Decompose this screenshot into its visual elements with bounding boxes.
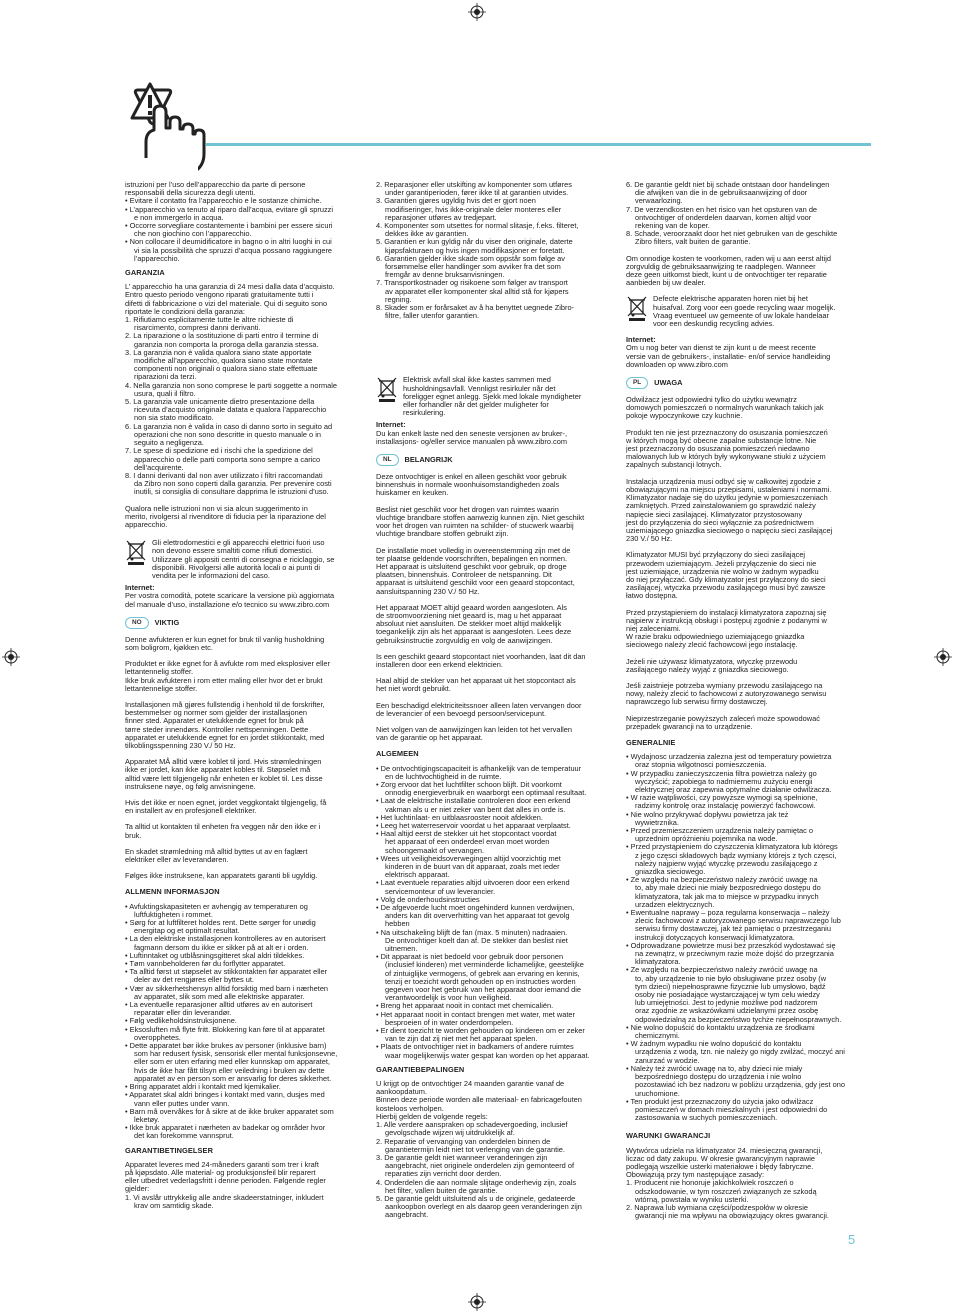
allmenn-list (125, 903, 370, 1141)
paragraph: Is een geschikt geaard stopcontact niet voorhanden, laat dit dan installeren door een erkend elektricien. (376, 651, 586, 669)
list-item: 2. Reparasjoner eller utskifting av komponenter som utføres under garantiperioden, fører ikke til at garantien utvides. (376, 180, 572, 198)
weee-notice (125, 539, 370, 580)
list-item: • L’apparecchio va tenuto al riparo dall’acqua, evitare gli spruzzi e non immergerlo in acqua. (125, 204, 334, 222)
list-item: 4. Nella garanzia non sono comprese le parti soggette a normale usura, quali il filtro. (125, 380, 337, 398)
list-item: • Luftinntaket og utblåsningsgitteret skal aldri tildekkes. (125, 950, 305, 960)
list-item: 5. Garantien er kun gyldig når du viser den originale, daterte kjøpsfakturaen og hvis ingen modifikasjoner er foretatt. (376, 237, 573, 255)
internet-text: Du kan enkelt laste ned den seneste versjonen av bruker-, installasjons- og/eller service manualen på www.zibro.com (376, 428, 568, 446)
paragraph: L’ apparecchio ha una garanzia di 24 mesi dalla data d’acquisto. Entro questo periodo vengono riparati gratuitamente tutti i difetti di fabbricazione o vizi del materiale. Qui di seguito sono riportate le condizioni della garanzia: (125, 282, 335, 316)
warunki-list (626, 1179, 868, 1220)
section-heading: GARANTIBETINGELSER (125, 1145, 214, 1155)
internet-text: Om u nog beter van dienst te zijn kunt u de meest recente versie van de gebruikers-, installatie- en/of service handleiding downloaden op www.zibro.com (626, 343, 831, 369)
list-item: • Laat eventuele reparaties altijd uitvoeren door een erkend servicemonteur of uw leverancier. (376, 878, 570, 896)
paragraph: Jeśli zaistnieje potrzeba wymiany przewodu zasilającego na nowy, należy zlecić to fachowcowi z autoryzowanego serwisu naprawczego lub serwisu firmy dostawczej. (626, 680, 827, 707)
list-item: • Dette apparatet bør ikke brukes av personer (inklusive barn) som har redusert fysisk, sensorisk eller mental funksjonsevne, eller som er uten erfaring med eller kunnskap om apparatet, hvis de ikke har fått tilsyn eller veiledning i bruken av dette apparatet av en person som er ansvarlig for deres sikkerhet. (125, 1041, 338, 1083)
paragraph: Hvis det ikke er noen egnet, jordet veggkontakt tilgjengelig, få en installert av en profesjonell elektriker. (125, 798, 327, 816)
list-item: • Sørg for at luftfilteret holdes rent. Dette sørger for unødig energitap og et optimalt resultat. (125, 918, 316, 936)
registration-mark-icon (468, 3, 486, 21)
paragraph: Niet volgen van de aanwijzingen kan leiden tot het vervallen van de garantie op het apparaat. (376, 724, 572, 743)
list-item: 7. Le spese di spedizione ed i rischi che la spedizione del apparecchio o delle parti comporta sono sempre a carico dell’acquirente. (125, 446, 321, 472)
generalnie-list (626, 753, 868, 1122)
list-item: 5. De garantie geldt uitsluitend als u de originele, gedateerde aankoopbon overlegt en als daarop geen veranderingen zijn aangebracht. (376, 1193, 582, 1220)
paragraph: Odwilżacz jest odpowiedni tylko do użytku wewnątrz domowych pomieszczeń o normalnych warunkach takich jak pokoje wypoczynkowe czy kuchnie. (626, 395, 824, 421)
list-item: • Plaats de ontvochtiger niet in badkamers of andere ruimtes waar mogelijkerwijs water gespat kan worden op het apparaat. (376, 1042, 590, 1060)
internet-label: Internet: (376, 420, 406, 430)
list-item: • W żadnym wypadku nie wolno dopuścić do kontaktu urządzenia z wodą, tzn. nie należy go nigdy zwilżać, moczyć ani zanurzać w wodzie. (626, 1039, 845, 1065)
list-item: 6. De garantie geldt niet bij schade ontstaan door handelingen die afwijken van die in de gebruiksaanwijzing of door verwaarlozing. (626, 180, 830, 206)
list-item: • Barn må overvåkes for å sikre at de ikke bruker apparatet som leketøy. (125, 1106, 334, 1124)
list-item: • Zorg ervoor dat het luchtfilter schoon blijft. Dit voorkomt onnodig energieverbruik en waarborgt een optimaal resultaat. (376, 779, 587, 798)
language-header-pl (626, 377, 868, 389)
page-number: 5 (848, 1232, 856, 1247)
list-item: • Laat de elektrische installatie controleren door een erkend vakman als u er niet zeker van bent dat alles in orde is. (376, 796, 571, 814)
internet-label: Internet: (626, 335, 656, 345)
list-item: istruzioni per l’uso dell’apparecchio da parte di persone responsabili della sicurezza degli utenti. (125, 180, 306, 198)
list-item: • Breng het apparaat nooit in contact met chemicaliën. (376, 1001, 554, 1011)
crossed-out-wheelie-bin-icon (125, 539, 147, 565)
language-badge: NO (125, 617, 149, 629)
language-badge: PL (626, 377, 648, 389)
warning-hand-icon (128, 82, 208, 174)
list-item: 1. Rifiutiamo esplicitamente tutte le altre richieste di risarcimento, compresi danni derivanti. (125, 315, 294, 333)
paragraph: Przed przystąpieniem do instalacji klimatyzatora zapoznaj się najpierw z instrukcją obsługi i postępuj zgodnie z podanymi w niej zaleceniami. W razie braku odpowiedniego uziemiającego gniazdka sieciowego należy zlecić fachowcowi jego instalację. (626, 607, 827, 650)
list-item: • De afgevoerde lucht moet ongehinderd kunnen verdwijnen, anders kan dit oververhitting van het apparaat tot gevolg hebben (376, 903, 575, 929)
list-item: • Følg vedlikeholdsinstruksjonene. (125, 1016, 237, 1026)
paragraph: Wytwórca udziela na klimatyzator 24. miesięczną gwarancji, liczac od daty zakupu. W okresie gwarancyjnym naprawie podlegają wszelkie usterki materiałowe i błędy fabryczne. Obowiązują przy tym następujące zasady: (626, 1145, 823, 1180)
list-item: 1. Vi avslår uttrykkelig alle andre skadeerstatninger, inkludert krav om samtidig skade. (125, 1192, 324, 1210)
list-item: • W razie wątpliwości, czy powyższe wymogi są spełnione, radzimy kontrolę oraz instalację powierzyć fachowcowi. (626, 793, 818, 811)
list-item: • Ikke bruk apparatet i nærheten av badekar og områder hvor det kan forekomme vannsprut. (125, 1123, 326, 1141)
list-item: • Ta alltid først ut støpselet av stikkontakten før apparatet eller deler av det rengjøres eller byttes ut. (125, 967, 328, 985)
algemeen-list (376, 765, 619, 1060)
list-item: • Przed przystąpieniem do czyszczenia klimatyzatora lub któregs z jego częsci składowych bądz wymiany którejs z tych częsci, należy najpierw wyjąć wtyczkę przewodu zasilającego z gniazdka sieciowego. (626, 842, 838, 877)
list-item: 8. I danni derivanti dal non aver utilizzato i filtri raccomandati da Zibro non sono coperti dalla garanzia. Per prevenire costi inutili, si consiglia di consultare dapprima le istruzioni d’uso. (125, 470, 332, 497)
list-item: • La den elektriske installasjonen kontrolleres av en autorisert fagmann dersom du ikke er sikker på at alt er i orden. (125, 934, 326, 952)
list-item: • Wees uit veiligheidsoverwegingen altijd voorzichtig met kinderen in de buurt van dit apparaat, zoals met ieder elektrisch apparaat. (376, 853, 561, 880)
list-item: • De ontvochtigingscapaciteit is afhankelijk van de temperatuur en de luchtvochtigheid in de ruimte. (376, 763, 582, 781)
section-heading: GENERALNIE (626, 737, 676, 747)
list-item: 4. Komponenter som utsettes for normal slitasje, f.eks. filteret, dekkes ikke av garantien. (376, 221, 579, 239)
paragraph: Følges ikke instruksene, kan apparatets garanti bli ugyldig. (125, 871, 318, 881)
crossed-out-wheelie-bin-icon (626, 295, 648, 321)
column-2 (376, 181, 619, 1226)
paragraph: Denne avfukteren er kun egnet for bruk til vanlig husholdning som boligrom, kjøkken etc. (125, 634, 325, 652)
paragraph: Deze ontvochtiger is enkel en alleen geschikt voor gebruik binnenshuis in normale woonhuisomstandigheden zoals huiskamer en keuken. (376, 472, 567, 498)
list-item: 4. Onderdelen die aan normale slijtage onderhevig zijn, zoals het filter, vallen buiten de garantie. (376, 1177, 577, 1195)
paragraph: Qualora nelle istruzioni non vi sia alcun suggerimento in merito, rivolgersi al rivenditore di fiducia per la riparazione del apparecchio. (125, 503, 326, 529)
paragraph: Jeżeli nie używasz klimatyzatora, wtyczkę przewodu zasilającego należy wyjąć z gniazdka sieciowego. (626, 656, 798, 674)
paragraph: Beslist niet geschikt voor het drogen van ruimtes waarin vluchtige brandbare stoffen aanwezig kunnen zijn. Niet geschikt voor het drogen van ruimten na schilder- of stucwerk waarbij vluchtige brandbare stoffen gebruikt zijn. (376, 504, 585, 539)
column-1 (125, 181, 370, 1216)
paragraph: U krijgt op de ontvochtiger 24 maanden garantie vanaf de aankoopdatum. Binnen deze periode worden alle materiaal- en fabricagefouten kosteloos verholpen. Hierbij gelden de volgende regels: (376, 1079, 582, 1121)
paragraph: Produktet er ikke egnet for å avfukte rom med eksplosiver eller lettantennelig stoffer. Ikke bruk avfukteren i rom etter maling eller hvor det er brukt lettantennelige stoffer. (125, 659, 330, 693)
language-badge: NL (376, 454, 399, 466)
list-item: • Odprowadzane powietrze musi bez przeszkód wydostawać się na zewnątrz, w przeciwnym razie może dojść do przegrzania klimatyzatora. (626, 940, 836, 967)
list-item: 2. Naprawa lub wymiana części/podzespołów w okresie gwarancji nie ma wpływu na obowiązujący okres gwarancji. (626, 1202, 829, 1221)
intro-list (125, 181, 370, 263)
paragraph: Om onnodige kosten te voorkomen, raden wij u aan eerst altijd zorgvuldig de gebruiksaanwijzing te raadplegen. Wanneer deze geen uitkomst biedt, kunt u de ontvochtiger ter reparatie aanbieden bij uw dealer. (626, 253, 832, 288)
list-item: 2. Reparatie of vervanging van onderdelen binnen de garantietermijn leidt niet tot verlenging van de garantie. (376, 1136, 565, 1154)
section-heading: GARANTIEBEPALINGEN (376, 1064, 465, 1074)
paragraph: Apparatet MÅ alltid være koblet til jord. Hvis strømledningen ikke er jordet, kan ikke apparatet kobles til. Støpselet må alltid være lett tilgjengelig når enheten er koblet til. Les disse instruksene nøye, og følg anvisningene. (125, 757, 323, 791)
section-heading: WARUNKI GWARANCJI (626, 1131, 711, 1141)
weee-text: Elektrisk avfall skal ikke kastes sammen med husholdningsavfall. Vennligst resirkuler når det foreligger egnet anlegg. Sjekk med lokale myndigheter eller forhandler når det gjelder muligheter for resirkulering. (403, 375, 582, 418)
list-item: • Eksosluften må flyte fritt. Blokkering kan føre til at apparatet overopphetes. (125, 1024, 325, 1042)
section-title: VIKTIG (154, 617, 180, 627)
list-item: 6. Garantien gjelder ikke skade som oppstår som følge av forsømmelse eller handlinger som avviker fra det som fremgår av denne bruksanvisningen. (376, 253, 565, 280)
weee-notice (376, 376, 619, 417)
list-item: • Nie wolno przykrywać dopływu powietrza jak też wywietrznika. (626, 809, 789, 827)
list-item: • Tøm vannbeholderen før du forflytter apparatet. (125, 959, 286, 969)
weee-text: Defecte elektrische apparaten horen niet bij het huisafval. Zorg voor een goede recycling waar mogelijk. Vraag eventueel uw gemeente of uw lokale handelaar voor een deskundig recycling advies. (653, 294, 836, 329)
section-heading: ALGEMEEN (376, 749, 419, 759)
garantie-list (376, 1121, 619, 1219)
list-item: • Het apparaat nooit in contact brengen met water, met water besproeien of in water onderdompelen. (376, 1009, 575, 1027)
registration-mark-icon (934, 648, 952, 666)
garanzia-list (125, 316, 370, 496)
garanti-list-cont (376, 181, 619, 320)
list-item: • Vær av sikkerhetshensyn alltid forsiktig med barn i nærheten av apparatet, slik som med alle elektriske apparater. (125, 983, 329, 1001)
list-item: • Apparatet skal aldri bringes i kontakt med vann, dusjes med vann eller puttes under vann. (125, 1090, 325, 1108)
list-item: • Evitare il contatto fra l’apparecchio e le sostanze chimiche. (125, 196, 322, 206)
paragraph: De installatie moet volledig in overeenstemming zijn met de ter plaatse geldende voorschriften, bepalingen en normen. Het apparaat is uitsluitend geschikt voor gebruik, op droge plaatsen, binnenshuis. Controleer de netspanning. Dit apparaat is uitsluitend geschikt voor een geaard stopcontact, aansluitspanning 230 V./ 50 Hz. (376, 545, 575, 596)
list-item: • Ze względu na bezpieczeństwo należy zwrócić uwagę na to, aby małe dzieci nie miały bezposredniego dostępu do klimatyzatora, tak jak ma to miejsce w przypadku innych urzadzen elektrycznych. (626, 875, 821, 909)
list-item: • Ewentualne naprawy – poza regularna konserwacja – należy zlecic fachowcowi z autoryzowanego serwisu naprawczego lub serwisu firmy dostawczej, jak też pamiętac o przestrzeganiu instrukcji dotyczących konserwacji klimatyzatora. (626, 908, 841, 942)
garanti-list (125, 1194, 370, 1210)
list-item: • Bring apparatet aldri i kontakt med kjemikalier. (125, 1082, 281, 1092)
list-item: • La eventuelle reparasjoner alltid utføres av en autorisert reparatør eller din leverandør. (125, 1000, 313, 1018)
language-header-no (125, 617, 370, 629)
list-item: • Dit apparaat is niet bedoeld voor gebruik door personen (inclusief kinderen) met verminderde lichamelijke, geestelijke of zintuiglijke vermogens, of gebrek aan ervaring en kennis, tenzij er toezicht wordt gehouden op en instructies worden gegeven voor het gebruik van het apparaat door iemand die verantwoordelijk is voor hun veiligheid. (376, 952, 584, 1003)
list-item: 3. Garantien gjøres ugyldig hvis det er gjort noen modifiseringer, hvis ikke-originale deler monteres eller reparasjoner utføres av tredjepart. (376, 196, 562, 222)
paragraph: Ta alltid ut kontakten til enheten fra veggen når den ikke er i bruk. (125, 822, 321, 840)
list-item: • Ze względu na bezpieczeństwo należy zwrócić uwagę na to, aby urządzenie to nie było obsługiwane przez osoby (w tym dzieci) niepełnosprawne fizycznie lub umysłowo, bądź osoby nie posiadające wystarczającej w tym celu wiedzy lub umiejętności. Jest to jedynie możliwe pod nadzorem oraz zgodnie ze wskazówkami udzielanymi przez osobę odpowiedzialną za bezpieczeństwo tychże niepełnosprawnych. (626, 965, 842, 1024)
paragraph: Een beschadigd elektriciteitssnoer alleen laten vervangen door de leverancier of een bevoegd persoon/servicepunt. (376, 700, 582, 718)
paragraph: Nieprzestrzeganie powyższych zaleceń może spowodować przepadek gwarancji na to urządzenie. (626, 713, 820, 731)
list-item: 3. De garantie geldt niet wanneer veranderingen zijn aangebracht, niet originele onderdelen zijn gemonteerd of reparaties zijn verricht door derden. (376, 1152, 575, 1179)
list-item: • Volg de onderhoudsinstructies (376, 894, 480, 904)
list-item: • Leeg het waterreservoir voordat u het apparaat verplaatst. (376, 820, 571, 830)
column-3 (626, 181, 868, 1226)
section-title: UWAGA (654, 377, 683, 387)
registration-mark-icon (2, 648, 20, 666)
paragraph: Instalacja urządzenia musi odbyć się w całkowitej zgodzie z obowiązującymi na miejscu przepisami, ustaleniami i normami. Klimatyzator nadaje się do użytku jedynie w pomieszczeniach zamkniętych. Przed zainstalowaniem go sprawdzić należy napięcie sieci zasilającej. Klimatyzator przystosowany jest do przyłączenia do sieci wyłącznie za pośrednictwem uziemiającego gniazdka sieciowego o napięciu sieci zasilającej 230 V./ 50 Hz. (626, 476, 833, 544)
list-item: • Er dient toezicht te worden gehouden op kinderen om er zeker van te zijn dat zij niet met het apparaat spelen. (376, 1026, 585, 1044)
list-item: 8. Schade, veroorzaakt door het niet gebruiken van de geschikte Zibro filters, valt buiten de garantie. (626, 229, 838, 247)
list-item: • Należy też zwrócić uwagę na to, aby dzieci nie miały bezpośredniego dostępu do urządzenia i nie wolno pozostawiać ich bez nadzoru w pobliżu urządzenia, gdy jest ono uruchomione. (626, 1063, 845, 1098)
section-title: BELANGRIJK (404, 454, 453, 464)
paragraph: Produkt ten nie jest przeznaczony do osuszania pomieszczeń w których mogą być obecne zapalne substancje lotne. Nie jest przeznaczony do osuszania pomieszczeń niedawno malowanych lub w których były wykonywane stiuki z użyciem zapalnych substancji lotnych. (626, 427, 828, 470)
list-item: 7. Transportkostnader og risikoene som følger av transport av apparatet eller komponenter skal alltid stå for kjøpers regning. (376, 278, 569, 304)
list-item: • Haal altijd eerst de stekker uit het stopcontact voordat het apparaat of een onderdeel ervan moet worden schoongemaakt of vervangen. (376, 829, 557, 855)
header-rule (206, 143, 871, 146)
internet-label: Internet: (125, 583, 155, 593)
list-item: • Wydajnosc urzadzenia zalezna jest od temperatury powietrza oraz stopnia wilgotnosci pomieszczenia. (626, 752, 832, 770)
crossed-out-wheelie-bin-icon (376, 376, 398, 402)
list-item: • Przed przemieszczeniem urządzenia należy pamiętac o uprzednim opróżnieniu pojemnika na wode. (626, 826, 814, 844)
section-heading: GARANZIA (125, 268, 165, 278)
section-heading: ALLMENN INFORMASJON (125, 887, 220, 897)
list-item: • Occorre sorvegliare costantemente i bambini per essere sicuri che non giochino con l’apparecchio. (125, 221, 333, 239)
paragraph: En skadet strømledning må alltid byttes ut av en faglært elektriker eller av leverandøren. (125, 846, 308, 865)
internet-text: Per vostra comodità, potete scaricare la versione più aggiornata del manuale d’uso, installazione e/o tecnico su www.zibro.com (125, 591, 335, 609)
list-item: 2. La riparazione o la sostituzione di parti entro il termine di garanzia non comporta la proroga della garanzia stessa. (125, 331, 319, 349)
list-item: 1. Alle verdere aanspraken op schadevergoeding, inclusief gevolgschade wijzen wij uitdrukkelijk af. (376, 1120, 568, 1138)
list-item: • Avfuktingskapasiteten er avhengig av temperaturen og luftfuktigheten i rommet. (125, 901, 308, 919)
list-item: 8. Skader som er forårsaket av å ha benyttet uegnede Zibro- filtre, faller utenfor garantien. (376, 303, 575, 321)
list-item: • W przypadku zanieczyszczenia filtra powietrza należy go wyczyścić; zapobiega to nadmiernemu zużyciu energii elektrycznej oraz zapewnia optymalne działanie odwilżacza. (626, 768, 832, 794)
paragraph: Haal altijd de stekker van het apparaat uit het stopcontact als het niet wordt gebruikt. (376, 676, 576, 694)
list-item: 7. De verzendkosten en het risico van het opsturen van de ontvochtiger of onderdelen daarvan, komen altijd voor rekening van de koper. (626, 204, 818, 231)
list-item: 5. La garanzia vale unicamente dietro presentazione della ricevuta d’acquisto originale datata e qualora l’apparecchio non sia stato modificato. (125, 397, 327, 423)
weee-notice (626, 295, 868, 328)
paragraph: Het apparaat MOET altijd geaard worden aangesloten. Als de stroomvoorziening niet geaard is, mag u het apparaat absoluut niet aansluiten. De stekker moet altijd makkelijk toegankelijk zijn als het apparaat is aangesloten. Lees deze gebruiksinstructie zorgvuldig en volg de aanwijzingen. (376, 602, 572, 645)
spacer (376, 326, 619, 366)
list-item: • Het luchtinlaat- en uitblaasrooster nooit afdekken. (376, 812, 543, 822)
list-item: 1. Producent nie honoruje jakichkolwiek roszczeń o odszkodowanie, w tym roszczeń związanych ze szkodą wtórną, powstała w wyniku usterki. (626, 1178, 817, 1204)
list-item: 6. La garanzia non è valida in caso di danno sorto in seguito ad operazioni che non sono descritte in questo manuale o in seguito a negligenza. (125, 421, 333, 448)
list-item: • Non collocare il deumidificatore in bagno o in altri luoghi in cui vi sia la possibilità che spruzzi d’acqua possano raggiungere l’apparecchio. (125, 237, 333, 263)
weee-text: Gli elettrodomestici e gli apparecchi elettrici fuori uso non devono essere smaltiti come rifiuti domestici. Utilizzare gli appositi centri di consegna e riciclaggio, se disponibili. Rivolgersi alle autorità locali o ai punti di vendita per le informazioni del caso. (152, 538, 335, 580)
list-item: • Ten produkt jest przeznaczony do użycia jako odwilżacz pomieszczeń w domach mieszkalnych i jest odpowiedni do zastosowania w suchych pomieszczeniach. (626, 1096, 828, 1123)
paragraph: Apparatet leveres med 24-måneders garanti som trer i kraft på kjøpsdato. Alle material- og produksjonsfeil blir reparert eller utbedret vederlagsfritt i denne perioden. Følgende regler gjelder: (125, 1159, 326, 1194)
registration-mark-icon (468, 1293, 486, 1311)
garantie-list-cont (626, 181, 868, 247)
paragraph: Klimatyzator MUSI być przyłączony do sieci zasilającej przewodem uziemiającym. Jeżeli przyłączenie do sieci nie jest uziemiające, urządzenia nie wolno w żadnym wypadku do niej przyłączać. Gdy klimatyzator jest przyłączony do sieci zasilającej, wtyczka przewodu zasilającego musi być zawsze łatwo dostępna. (626, 550, 826, 601)
language-header-nl (376, 454, 619, 466)
list-item: • Na uitschakeling blijft de fan (max. 5 minuten) nadraaien. De ontvochtiger koelt dan af. De stekker dan beslist niet uitnemen. (376, 927, 568, 954)
paragraph: Installasjonen må gjøres fullstendig i henhold til de forskrifter, bestemmelser og normer som gjelder der installasjonen finner sted. Apparatet er utelukkende egnet for bruk på tørre steder innendørs. Kontroller nettspenningen. Dette apparatet er utelukkende egnet for en jordet stikkontakt, med tilkoblingsspenning 230 V./ 50 Hz. (125, 699, 325, 750)
list-item: 3. La garanzia non è valida qualora siano state apportate modifiche all’apparecchio, qualora siano state montate componenti non originali o qualora siano state effettuate riparazioni da terzi. (125, 347, 318, 382)
list-item: • Nie wolno dopuścić do kontaktu urządzenia ze środkami chemicznymi. (626, 1022, 815, 1041)
